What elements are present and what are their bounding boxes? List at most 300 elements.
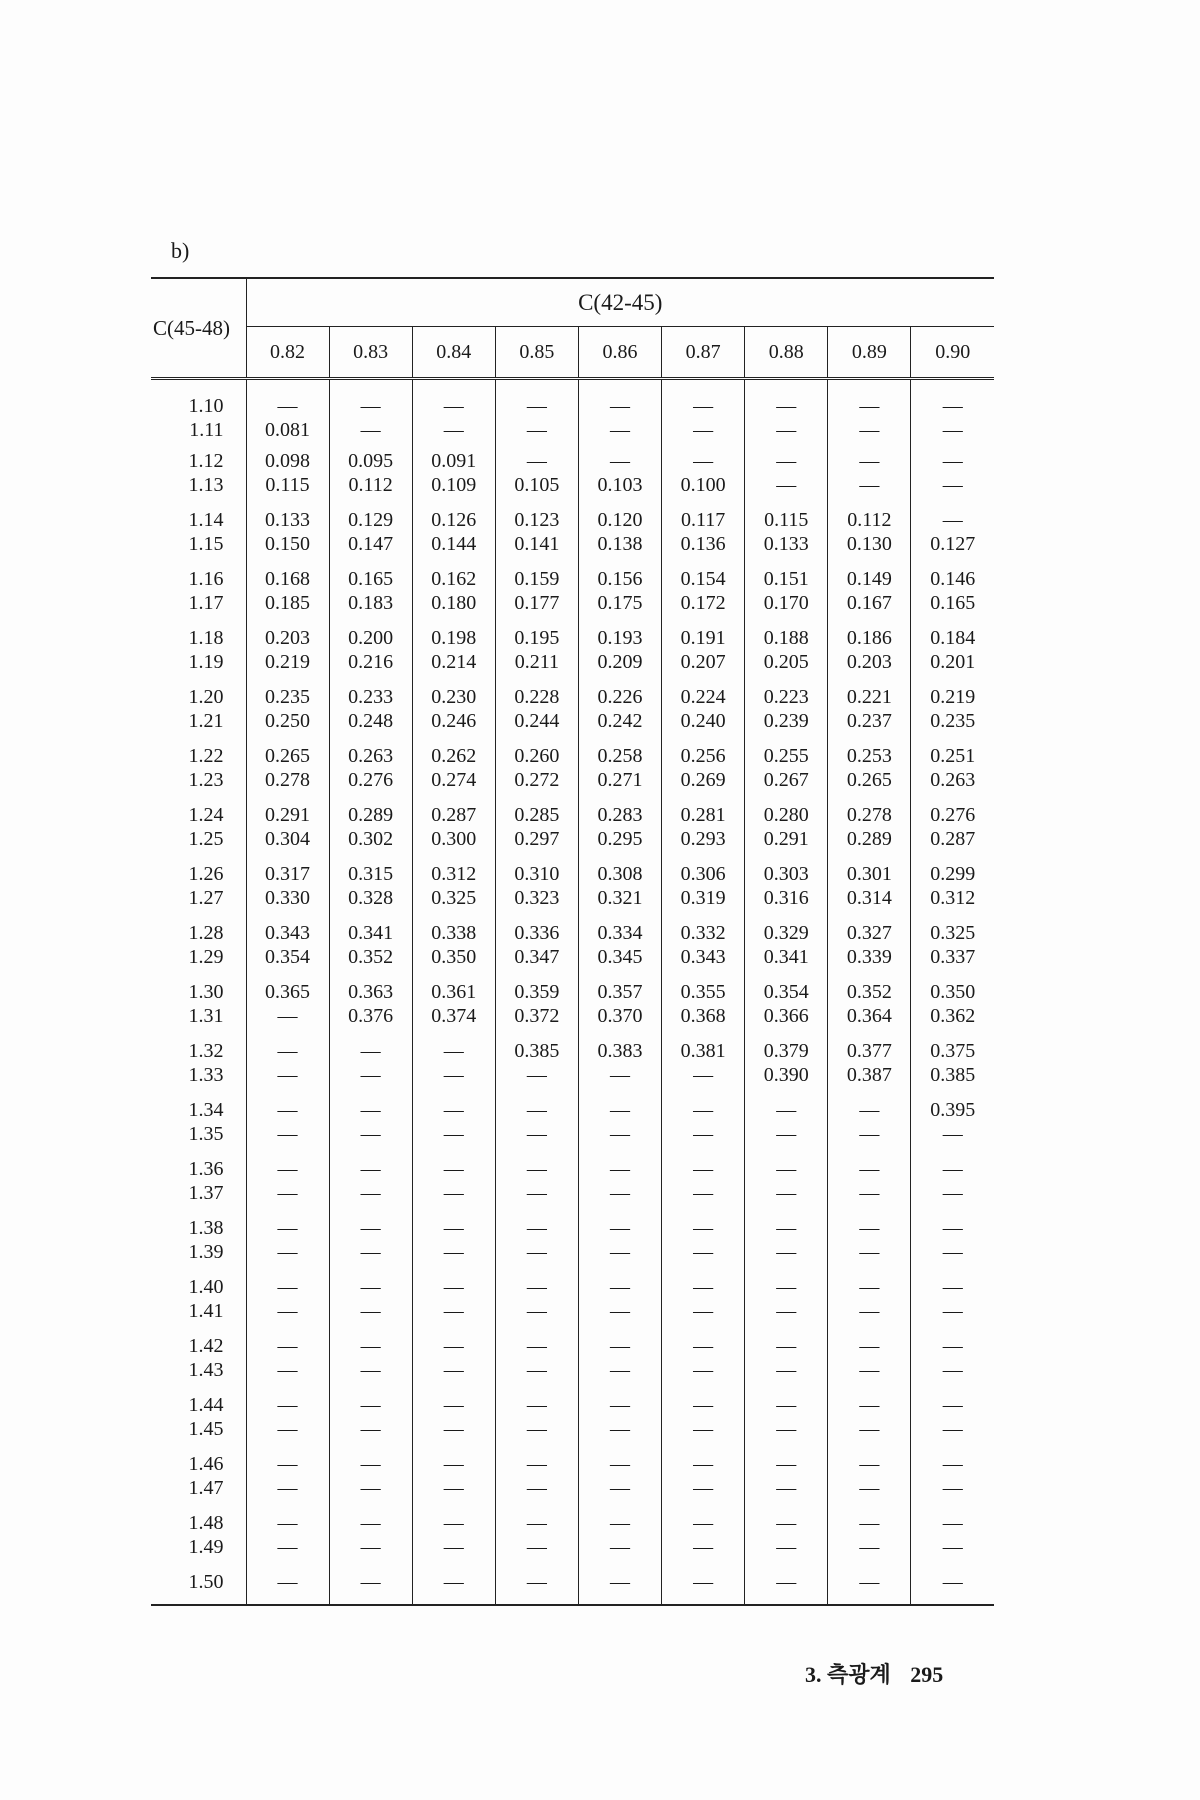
cell-value: 0.302: [348, 828, 394, 850]
cell-value: —: [526, 1099, 547, 1121]
cell-value: —: [776, 1217, 797, 1239]
value-cell: [495, 798, 578, 857]
cell-value: —: [609, 1064, 630, 1086]
value-cell: [246, 621, 329, 680]
cell-value: —: [776, 474, 797, 496]
value-cell: [828, 916, 911, 975]
cell-value: —: [443, 419, 464, 441]
table-row-group: [151, 1270, 994, 1329]
value-cell: [246, 857, 329, 916]
cell-value: —: [859, 1300, 880, 1322]
value-cell: [662, 562, 745, 621]
row-label: 1.49: [188, 1536, 224, 1558]
value-cell: [662, 1211, 745, 1270]
cell-value: 0.365: [265, 981, 311, 1003]
value-cell: [495, 379, 578, 445]
cell-value: 0.325: [930, 922, 976, 944]
cell-value: 0.214: [431, 651, 477, 673]
cell-value: —: [277, 1536, 298, 1558]
column-header: 0.90: [911, 327, 994, 379]
row-label-cell: [151, 1152, 246, 1211]
cell-value: 0.343: [265, 922, 311, 944]
row-header: C(45-48): [151, 278, 246, 379]
cell-value: —: [609, 419, 630, 441]
value-cell: [911, 739, 994, 798]
cell-value: 0.203: [265, 627, 311, 649]
cell-value: 0.136: [680, 533, 726, 555]
cell-value: —: [360, 1536, 381, 1558]
cell-value: —: [942, 1217, 963, 1239]
row-label-cell: [151, 857, 246, 916]
value-cell: [828, 503, 911, 562]
cell-value: 0.150: [265, 533, 311, 555]
row-label: 1.43: [188, 1359, 224, 1381]
cell-value: 0.253: [846, 745, 892, 767]
cell-value: 0.146: [930, 568, 976, 590]
table-row-group: [151, 1565, 994, 1605]
column-header: 0.84: [412, 327, 495, 379]
cell-value: —: [443, 1394, 464, 1416]
cell-value: —: [526, 1477, 547, 1499]
cell-value: —: [526, 1418, 547, 1440]
value-cell: [495, 1270, 578, 1329]
cell-value: —: [942, 1536, 963, 1558]
cell-value: —: [859, 450, 880, 472]
cell-value: 0.262: [431, 745, 477, 767]
table-row-group: [151, 1093, 994, 1152]
cell-value: —: [776, 1359, 797, 1381]
value-cell: [246, 680, 329, 739]
cell-value: 0.328: [348, 887, 394, 909]
cell-value: —: [859, 419, 880, 441]
cell-value: —: [277, 1064, 298, 1086]
value-cell: [911, 444, 994, 503]
cell-value: —: [942, 1182, 963, 1204]
cell-value: 0.385: [514, 1040, 560, 1062]
value-cell: [828, 1270, 911, 1329]
cell-value: 0.265: [265, 745, 311, 767]
value-cell: [495, 1211, 578, 1270]
cell-value: —: [277, 1040, 298, 1062]
table-row-group: [151, 621, 994, 680]
cell-value: —: [277, 1335, 298, 1357]
cell-value: —: [859, 1241, 880, 1263]
value-cell: [828, 1152, 911, 1211]
cell-value: —: [360, 1217, 381, 1239]
cell-value: —: [776, 1241, 797, 1263]
cell-value: —: [693, 1182, 714, 1204]
table-row-group: [151, 1388, 994, 1447]
cell-value: 0.248: [348, 710, 394, 732]
cell-value: 0.310: [514, 863, 560, 885]
value-cell: [329, 1034, 412, 1093]
value-cell: [329, 1270, 412, 1329]
cell-value: —: [693, 1064, 714, 1086]
row-label-cell: [151, 503, 246, 562]
row-label: 1.18: [188, 627, 224, 649]
cell-value: —: [443, 1512, 464, 1534]
cell-value: —: [443, 1123, 464, 1145]
cell-value: 0.385: [930, 1064, 976, 1086]
table-row-group: [151, 680, 994, 739]
table-row-group: [151, 1447, 994, 1506]
cell-value: —: [859, 1536, 880, 1558]
cell-value: —: [693, 1123, 714, 1145]
value-cell: [578, 1211, 661, 1270]
cell-value: —: [942, 1571, 963, 1593]
row-label: 1.35: [188, 1123, 224, 1145]
value-cell: [412, 1388, 495, 1447]
cell-value: 0.299: [930, 863, 976, 885]
row-label: 1.16: [188, 568, 224, 590]
value-cell: [412, 444, 495, 503]
row-label: 1.37: [188, 1182, 224, 1204]
column-header: 0.83: [329, 327, 412, 379]
table-row-group: [151, 916, 994, 975]
value-cell: [329, 1093, 412, 1152]
value-cell: [246, 1152, 329, 1211]
value-cell: [495, 503, 578, 562]
value-cell: [246, 562, 329, 621]
cell-value: 0.364: [846, 1005, 892, 1027]
value-cell: [662, 1329, 745, 1388]
value-cell: [911, 1388, 994, 1447]
cell-value: —: [443, 1158, 464, 1180]
cell-value: —: [526, 1064, 547, 1086]
cell-value: —: [443, 1182, 464, 1204]
cell-value: —: [360, 1300, 381, 1322]
cell-value: 0.314: [846, 887, 892, 909]
row-label: 1.34: [188, 1099, 224, 1121]
value-cell: [246, 1034, 329, 1093]
cell-value: 0.372: [514, 1005, 560, 1027]
cell-value: —: [277, 1359, 298, 1381]
value-cell: [745, 1388, 828, 1447]
row-label: 1.29: [188, 946, 224, 968]
row-label-cell: [151, 1211, 246, 1270]
cell-value: 0.381: [680, 1040, 726, 1062]
cell-value: 0.267: [763, 769, 809, 791]
value-cell: [662, 1270, 745, 1329]
row-label: 1.41: [188, 1300, 224, 1322]
cell-value: —: [776, 1536, 797, 1558]
cell-value: —: [277, 1182, 298, 1204]
cell-value: 0.191: [680, 627, 726, 649]
value-cell: [911, 798, 994, 857]
cell-value: 0.329: [763, 922, 809, 944]
cell-value: 0.363: [348, 981, 394, 1003]
cell-value: —: [693, 1276, 714, 1298]
value-cell: [246, 503, 329, 562]
row-label: 1.47: [188, 1477, 224, 1499]
cell-value: —: [443, 1418, 464, 1440]
cell-value: 0.377: [846, 1040, 892, 1062]
value-cell: [828, 857, 911, 916]
row-label: 1.14: [188, 509, 224, 531]
cell-value: —: [776, 1099, 797, 1121]
cell-value: —: [859, 1123, 880, 1145]
value-cell: [911, 1211, 994, 1270]
cell-value: —: [277, 1418, 298, 1440]
table-row-group: [151, 1152, 994, 1211]
cell-value: —: [776, 1418, 797, 1440]
cell-value: —: [526, 1394, 547, 1416]
cell-value: 0.321: [597, 887, 643, 909]
value-cell: [828, 1211, 911, 1270]
cell-value: —: [693, 419, 714, 441]
row-label-cell: [151, 562, 246, 621]
cell-value: 0.103: [597, 474, 643, 496]
value-cell: [329, 1565, 412, 1605]
cell-value: —: [609, 1182, 630, 1204]
cell-value: —: [526, 1158, 547, 1180]
cell-value: —: [859, 1217, 880, 1239]
value-cell: [745, 1270, 828, 1329]
cell-value: 0.211: [514, 651, 560, 673]
value-cell: [662, 680, 745, 739]
cell-value: 0.269: [680, 769, 726, 791]
cell-value: —: [693, 395, 714, 417]
cell-value: —: [443, 1300, 464, 1322]
cell-value: 0.184: [930, 627, 976, 649]
table-row-group: [151, 798, 994, 857]
cell-value: 0.316: [763, 887, 809, 909]
cell-value: 0.115: [764, 509, 809, 531]
value-cell: [745, 503, 828, 562]
cell-value: 0.280: [763, 804, 809, 826]
row-label: 1.25: [188, 828, 224, 850]
value-cell: [329, 1329, 412, 1388]
cell-value: 0.362: [930, 1005, 976, 1027]
cell-value: 0.338: [431, 922, 477, 944]
cell-value: 0.274: [431, 769, 477, 791]
cell-value: —: [942, 1453, 963, 1475]
row-label: 1.19: [188, 651, 224, 673]
cell-value: 0.256: [680, 745, 726, 767]
cell-value: 0.297: [514, 828, 560, 850]
table-row-group: [151, 739, 994, 798]
column-header: 0.87: [662, 327, 745, 379]
value-cell: [828, 975, 911, 1034]
value-cell: [745, 1565, 828, 1605]
chapter-title: 3. 측광계: [805, 1662, 891, 1687]
cell-value: 0.327: [846, 922, 892, 944]
value-cell: [329, 680, 412, 739]
value-cell: [495, 444, 578, 503]
cell-value: —: [609, 1241, 630, 1263]
value-cell: [911, 1152, 994, 1211]
value-cell: [578, 621, 661, 680]
row-label-cell: [151, 444, 246, 503]
cell-value: —: [360, 1477, 381, 1499]
cell-value: —: [360, 1335, 381, 1357]
cell-value: —: [859, 1359, 880, 1381]
value-cell: [246, 379, 329, 445]
cell-value: —: [693, 1099, 714, 1121]
cell-value: 0.375: [930, 1040, 976, 1062]
value-cell: [662, 1093, 745, 1152]
row-label: 1.15: [188, 533, 224, 555]
cell-value: —: [526, 1300, 547, 1322]
value-cell: [911, 1565, 994, 1605]
value-cell: [911, 916, 994, 975]
value-cell: [578, 1388, 661, 1447]
cell-value: 0.376: [348, 1005, 394, 1027]
cell-value: 0.138: [597, 533, 643, 555]
row-label: 1.24: [188, 804, 224, 826]
value-cell: [329, 1388, 412, 1447]
cell-value: 0.330: [265, 887, 311, 909]
cell-value: 0.149: [846, 568, 892, 590]
cell-value: 0.205: [763, 651, 809, 673]
cell-value: 0.332: [680, 922, 726, 944]
section-label: b): [171, 238, 190, 263]
value-cell: [246, 975, 329, 1034]
value-cell: [495, 1388, 578, 1447]
value-cell: [329, 1447, 412, 1506]
cell-value: 0.098: [265, 450, 311, 472]
cell-value: —: [942, 1477, 963, 1499]
cell-value: —: [609, 450, 630, 472]
cell-value: 0.180: [431, 592, 477, 614]
value-cell: [745, 1447, 828, 1506]
cell-value: 0.235: [265, 686, 311, 708]
cell-value: —: [942, 1123, 963, 1145]
value-cell: [911, 1329, 994, 1388]
value-cell: [745, 621, 828, 680]
cell-value: —: [776, 1571, 797, 1593]
cell-value: —: [776, 1335, 797, 1357]
cell-value: 0.117: [680, 509, 726, 531]
cell-value: 0.209: [597, 651, 643, 673]
table-row-group: [151, 562, 994, 621]
value-cell: [246, 1447, 329, 1506]
row-label: 1.26: [188, 863, 224, 885]
cell-value: —: [526, 1241, 547, 1263]
cell-value: 0.308: [597, 863, 643, 885]
value-cell: [412, 379, 495, 445]
cell-value: 0.112: [847, 509, 892, 531]
value-cell: [246, 1270, 329, 1329]
row-label-cell: [151, 1093, 246, 1152]
value-cell: [495, 1152, 578, 1211]
value-cell: [662, 1152, 745, 1211]
cell-value: 0.219: [265, 651, 311, 673]
cell-value: —: [693, 1335, 714, 1357]
cell-value: 0.334: [597, 922, 643, 944]
cell-value: —: [609, 1512, 630, 1534]
cell-value: —: [776, 419, 797, 441]
cell-value: —: [360, 1182, 381, 1204]
cell-value: —: [526, 1217, 547, 1239]
cell-value: 0.154: [680, 568, 726, 590]
value-cell: [828, 379, 911, 445]
value-cell: [828, 562, 911, 621]
cell-value: 0.219: [930, 686, 976, 708]
column-header: 0.85: [495, 327, 578, 379]
cell-value: —: [526, 1571, 547, 1593]
cell-value: 0.319: [680, 887, 726, 909]
cell-value: —: [609, 1217, 630, 1239]
value-cell: [578, 1565, 661, 1605]
cell-value: —: [526, 1335, 547, 1357]
cell-value: —: [776, 1300, 797, 1322]
value-cell: [495, 1565, 578, 1605]
value-cell: [495, 621, 578, 680]
cell-value: —: [942, 1335, 963, 1357]
cell-value: 0.354: [763, 981, 809, 1003]
cell-value: —: [526, 1359, 547, 1381]
value-cell: [828, 1388, 911, 1447]
cell-value: —: [526, 1276, 547, 1298]
row-label: 1.30: [188, 981, 224, 1003]
value-cell: [495, 975, 578, 1034]
row-label-cell: [151, 1506, 246, 1565]
cell-value: —: [693, 1394, 714, 1416]
cell-value: 0.109: [431, 474, 477, 496]
cell-value: 0.201: [930, 651, 976, 673]
value-cell: [662, 1388, 745, 1447]
cell-value: —: [693, 1241, 714, 1263]
cell-value: —: [942, 395, 963, 417]
value-cell: [745, 1506, 828, 1565]
cell-value: 0.374: [431, 1005, 477, 1027]
cell-value: —: [609, 1099, 630, 1121]
value-cell: [412, 975, 495, 1034]
value-cell: [662, 916, 745, 975]
cell-value: —: [609, 1276, 630, 1298]
cell-value: 0.151: [763, 568, 809, 590]
value-cell: [329, 562, 412, 621]
value-cell: [329, 503, 412, 562]
cell-value: 0.168: [265, 568, 311, 590]
value-cell: [578, 562, 661, 621]
cell-value: —: [859, 395, 880, 417]
value-cell: [662, 621, 745, 680]
cell-value: 0.359: [514, 981, 560, 1003]
value-cell: [745, 562, 828, 621]
value-cell: [828, 1329, 911, 1388]
row-label: 1.45: [188, 1418, 224, 1440]
value-cell: [828, 798, 911, 857]
cell-value: 0.312: [431, 863, 477, 885]
cell-value: 0.239: [763, 710, 809, 732]
cell-value: 0.170: [763, 592, 809, 614]
cell-value: 0.291: [763, 828, 809, 850]
cell-value: 0.237: [846, 710, 892, 732]
value-cell: [828, 1506, 911, 1565]
value-cell: [246, 1388, 329, 1447]
row-label: 1.11: [189, 419, 224, 441]
value-cell: [745, 1329, 828, 1388]
value-cell: [578, 739, 661, 798]
cell-value: 0.390: [763, 1064, 809, 1086]
cell-value: —: [859, 1477, 880, 1499]
cell-value: 0.165: [348, 568, 394, 590]
value-cell: [745, 916, 828, 975]
cell-value: 0.198: [431, 627, 477, 649]
value-cell: [911, 975, 994, 1034]
cell-value: 0.281: [680, 804, 726, 826]
row-label-cell: [151, 916, 246, 975]
column-header: 0.86: [578, 327, 661, 379]
value-cell: [246, 916, 329, 975]
cell-value: —: [942, 509, 963, 531]
cell-value: 0.127: [930, 533, 976, 555]
cell-value: 0.300: [431, 828, 477, 850]
row-label: 1.23: [188, 769, 224, 791]
cell-value: —: [443, 1359, 464, 1381]
